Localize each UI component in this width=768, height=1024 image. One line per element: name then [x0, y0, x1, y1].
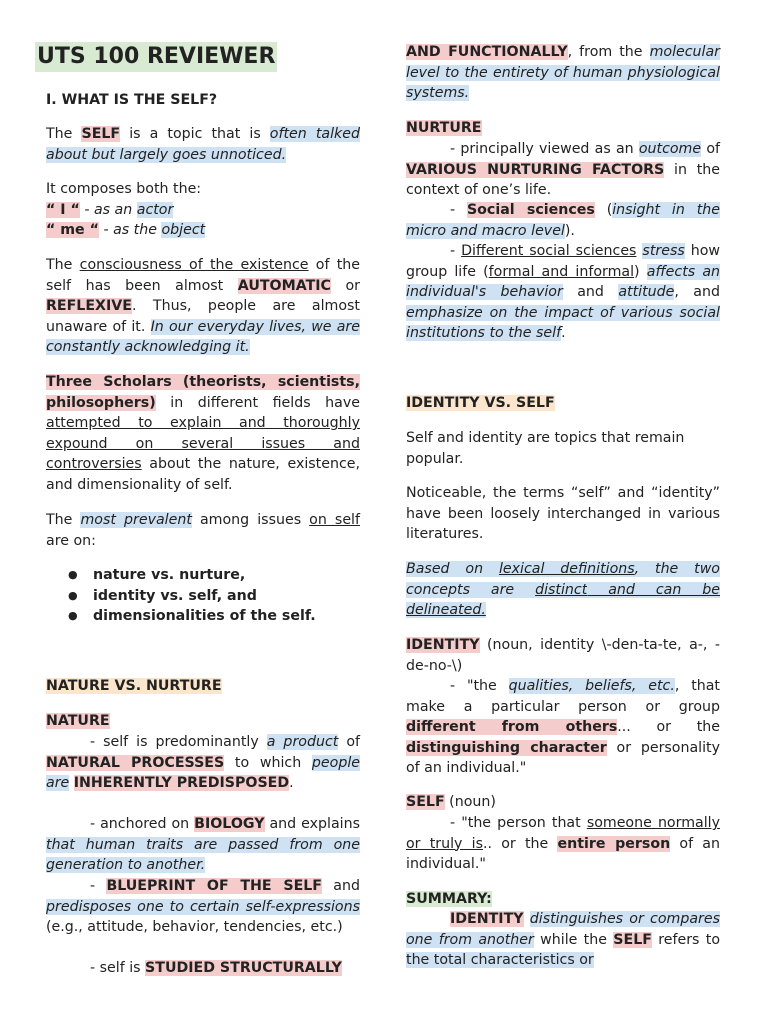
- nurture-point-outcome: - principally viewed as an outcome of VARIOUS NURTURING FACTORS in the context of one’s life.: [406, 141, 720, 199]
- page-title: UTS 100 REVIEWER: [35, 42, 277, 72]
- subheading-nature: NATURE: [46, 713, 110, 729]
- paragraph-lexical-definitions: Based on lexical definitions, the two concepts are distinct and can be delineated.: [406, 561, 720, 619]
- nurture-point-social-sciences: - Social sciences (insight in the micro and macro level).: [406, 202, 720, 239]
- identity-definition: - "the qualities, beliefs, etc., that make a particular person or group different from others... or the distinguishing character or personality of an individual.": [406, 678, 720, 777]
- subheading-nurture: NURTURE: [406, 120, 482, 136]
- section-heading-what-is-self: I. WHAT IS THE SELF?: [46, 92, 218, 108]
- paragraph-three-scholars: Three Scholars (theorists, scientists, philosophers) in different fields have attempted to explain and thoroughly expound on several issues and controversies about the nature, existence, and dimensionality of self.: [46, 374, 360, 493]
- section-heading-nature-vs-nurture: NATURE VS. NURTURE: [46, 678, 222, 694]
- paragraph-most-prevalent: The most prevalent among issues on self are on:: [46, 512, 360, 549]
- identity-definition-heading: IDENTITY (noun, identity \-den-ta-te, a-, -de-no-\): [406, 637, 720, 674]
- nature-point-blueprint: - BLUEPRINT OF THE SELF and predisposes one to certain self-expressions (e.g., attitude, behavior, tendencies, etc.): [46, 878, 360, 936]
- nature-point-product: - self is predominantly a product of NATURAL PROCESSES to which people are INHERENTLY PREDISPOSED.: [46, 734, 361, 792]
- list-item: ● identity vs. self, and: [46, 586, 360, 607]
- self-definition-heading: SELF (noun): [406, 794, 496, 810]
- summary-text: IDENTITY distinguishes or compares one from another while the SELF refers to the total characteristics or: [406, 911, 721, 969]
- nature-point-biology: - anchored on BIOLOGY and explains that human traits are passed from one generation to another.: [46, 816, 360, 874]
- paragraph-topics-popular: Self and identity are topics that remain popular.: [406, 430, 685, 467]
- paragraph-terms-interchanged: Noticeable, the terms “self” and “identity” have been loosely interchanged in various literatures.: [406, 485, 720, 543]
- paragraph-self-topic: The SELF is a topic that is often talked about but largely goes unnoticed.: [46, 126, 360, 163]
- nurture-point-group-life: - Different social sciences stress how group life (formal and informal) affects an individual's behavior and attitude, and emphasize on the impact of various social institutions to the self.: [406, 243, 721, 342]
- paragraph-composes: It composes both the: “ I “ - as an actor “ me “ - as the object: [46, 181, 206, 239]
- section-heading-identity-vs-self: IDENTITY VS. SELF: [406, 395, 555, 411]
- paragraph-consciousness: The consciousness of the existence of the self has been almost AUTOMATIC or REFLEXIVE. Thus, people are almost unaware of it. In our everyday lives, we are constantly acknowledging it.: [46, 257, 360, 356]
- list-item: ● dimensionalities of the self.: [46, 606, 360, 627]
- issues-list: [46, 565, 360, 627]
- self-definition: - "the person that someone normally or truly is.. or the entire person of an individual.": [406, 815, 720, 873]
- list-item: ● nature vs. nurture,: [46, 565, 360, 586]
- nature-point-continued: AND FUNCTIONALLY, from the molecular level to the entirety of human physiological systems.: [406, 44, 720, 102]
- summary-heading: SUMMARY:: [406, 891, 492, 907]
- nature-point-studied: - self is STUDIED STRUCTURALLY: [90, 960, 342, 976]
